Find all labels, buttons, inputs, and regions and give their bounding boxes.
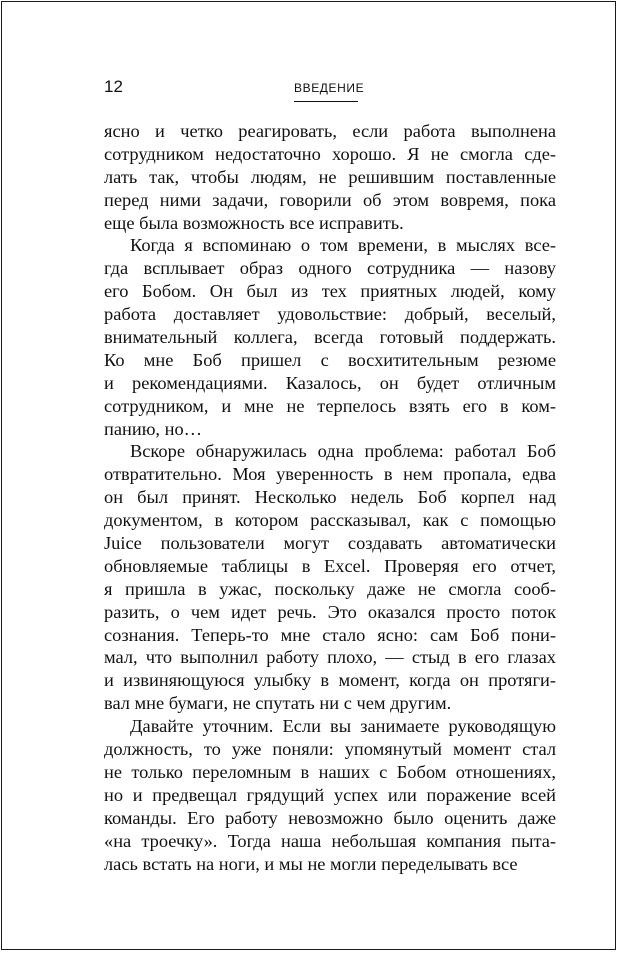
paragraph-4-line-2: должность, то уже поняли: упомянутый момент стал [104,739,556,760]
paragraph-3-line-7: я пришла в ужас, поскольку даже не смогла сооб- [104,578,556,599]
paragraph-4-line-5: команды. Его работу невозможно было оценить даже [104,807,556,828]
paragraph-3-line-12: вал мне бумаги, не спутать ни с чем другим. [104,693,452,714]
paragraph-2-line-8: сотрудником, и мне не терпелось взять его в ком- [104,395,556,416]
running-head-underline [294,101,358,102]
page-number: 12 [104,77,123,96]
paragraph-2-line-9: панию, но… [104,418,203,439]
paragraph-3-line-11: и извиняющуюся улыбку в момент, когда он протяги- [104,670,556,691]
paragraph-2-line-3: его Бобом. Он был из тех приятных людей, кому [104,281,556,302]
paragraph-3-line-10: мал, что выполнил работу плохо, — стыд в его глазах [104,647,556,668]
paragraph-4-line-1: Давайте уточним. Если вы занимаете руководящую [130,716,556,737]
paragraph-1-line-1: ясно и четко реагировать, если работа выполнена [104,121,556,141]
paragraph-2-line-2: гда всплывает образ одного сотрудника — назову [104,258,556,279]
paragraph-3-line-2: отвратительно. Моя уверенность в нем пропала, едва [104,464,556,485]
paragraph-3-line-1: Вскоре обнаружилась одна проблема: работал Боб [130,441,556,462]
paragraph-4-line-4: но и предвещал грядущий успех или поражение всей [104,784,556,805]
paragraph-1-line-3: лать так, чтобы людям, не решившим поставленные [104,166,556,187]
paragraph-2-line-1: Когда я вспоминаю о том времени, в мыслях все- [130,235,556,256]
paragraph-2-line-6: Ко мне Боб пришел с восхитительным резюме [104,349,556,370]
paragraph-3-line-5: Juice пользователи могут создавать автоматически [104,533,556,554]
paragraph-4-line-7: лась встать на ноги, и мы не могли переделывать все [104,853,518,874]
book-page [1,1,616,950]
running-head: ВВЕДЕНИЕ [294,81,365,95]
paragraph-3-line-4: документом, в котором рассказывал, как с помощью [104,510,556,531]
paragraph-1-line-2: сотрудником недостаточно хорошо. Я не смогла сде- [104,143,556,164]
paragraph-2-line-4: работа доставляет удовольствие: добрый, веселый, [104,304,556,325]
paragraph-3-line-8: разить, о чем идет речь. Это оказался просто поток [104,601,556,622]
paragraph-2-line-7: и рекомендациями. Казалось, он будет отличным [104,372,556,393]
paragraph-4-line-6: «на троечку». Тогда наша небольшая компания пыта- [104,830,556,851]
paragraph-3-line-6: обновляемые таблицы в Excel. Проверяя его отчет, [104,555,556,576]
paragraph-3-line-3: он был принят. Несколько недель Боб корпел над [104,487,556,508]
paragraph-4-line-3: не только переломным в наших с Бобом отношениях, [104,761,556,782]
paragraph-1-line-5: еще была возможность все исправить. [104,212,404,233]
paragraph-1-line-4: перед ними задачи, говорили об этом вовремя, пока [104,189,556,210]
body-text [104,120,556,875]
paragraph-2-line-5: внимательный коллега, всегда готовый поддержать. [104,327,556,348]
paragraph-3-line-9: сознания. Теперь-то мне стало ясно: сам Боб пони- [104,624,556,645]
